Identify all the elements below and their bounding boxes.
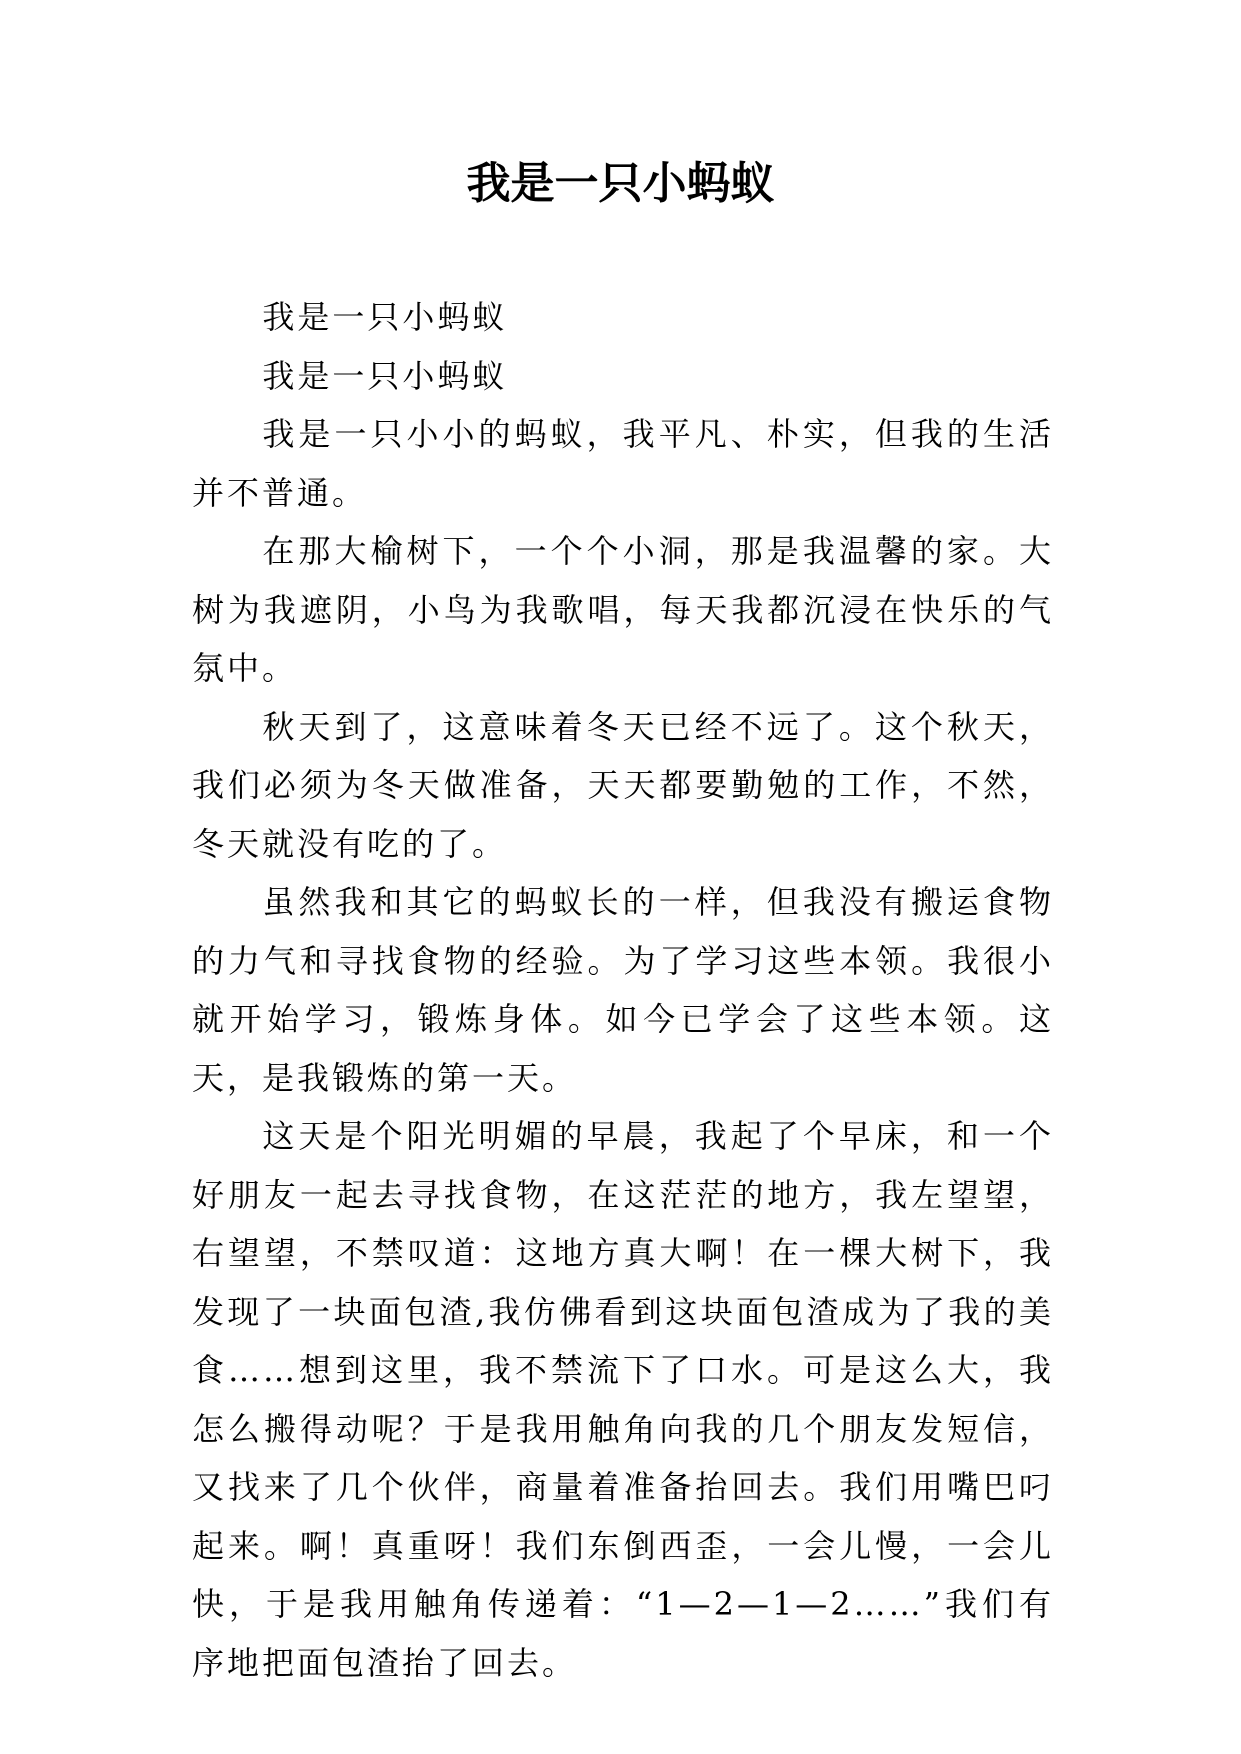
paragraph-1: 我是一只小蚂蚁 <box>262 298 508 336</box>
paragraph-5: 秋天到了，这意味着冬天已经不远了。这个秋天，我们必须为冬天做准备，天天都要勤勉的工作，不然，冬天就没有吃的了。 <box>192 707 1054 863</box>
paragraph-3: 我是一只小小的蚂蚁，我平凡、朴实，但我的生活并不普通。 <box>192 415 1054 512</box>
document-body <box>192 288 1054 1692</box>
paragraph-4: 在那大榆树下，一个个小洞，那是我温馨的家。大树为我遮阴，小鸟为我歌唱，每天我都沉浸在快乐的气氛中。 <box>192 532 1054 687</box>
paragraph-2: 我是一只小蚂蚁 <box>262 356 508 395</box>
paragraph-7: 这天是个阳光明媚的早晨，我起了个早床，和一个好朋友一起去寻找食物，在这茫茫的地方，我左望望，右望望，不禁叹道：这地方真大啊！在一棵大树下，我发现了一块面包渣,我仿佛看到这块面包渣成为了我的美食……想到这里，我不禁流下了口水。可是这么大，我怎么搬得动呢？于是我用触角向我的几个朋友发短信，又找来了几个伙伴，商量着准备抬回去。我们用嘴巴叼起来。啊！真重呀！我们东倒西歪，一会儿慢，一会儿快，于是我用触角传递着：“1—2—1—2……”我们有序地把面包渣抬了回去。 <box>192 1117 1054 1682</box>
paragraph-6: 虽然我和其它的蚂蚁长的一样，但我没有搬运食物的力气和寻找食物的经验。为了学习这些本领。我很小就开始学习，锻炼身体。如今已学会了这些本领。这天，是我锻炼的第一天。 <box>192 883 1054 1097</box>
document-title: 我是一只小蚂蚁 <box>466 158 775 209</box>
